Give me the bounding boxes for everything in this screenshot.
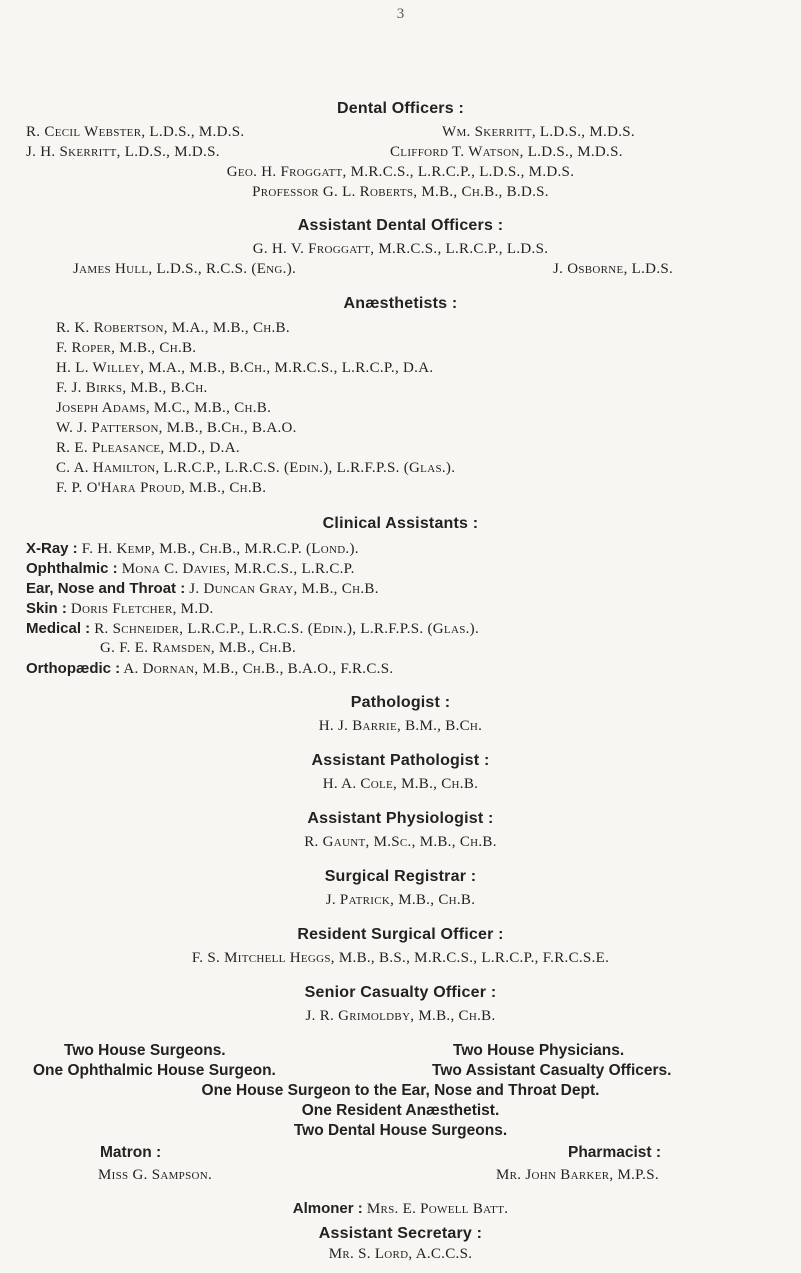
clinical-name: F. H. Kemp, M.B., Ch.B., M.R.C.P. (Lond.).	[81, 541, 359, 557]
assistant-physiologist-heading: Assistant Physiologist :	[307, 810, 494, 827]
dental-officer: R. Cecil Webster, L.D.S., M.D.S.	[26, 124, 245, 140]
pathologist-name: H. J. Barrie, B.M., B.Ch.	[318, 718, 483, 734]
clinical-label: Ophthalmic :	[26, 560, 118, 577]
clinical-name: G. F. E. Ramsden, M.B., Ch.B.	[100, 640, 297, 656]
pathologist-heading: Pathologist :	[350, 694, 451, 711]
assistant-physiologist-name: R. Gaunt, M.Sc., M.B., Ch.B.	[304, 834, 497, 850]
anaesthetist: C. A. Hamilton, L.R.C.P., L.R.C.S. (Edin.), L.R.F.P.S. (Glas.).	[56, 460, 456, 476]
assistant-secretary-heading: Assistant Secretary :	[318, 1225, 483, 1242]
anaesthetist: H. L. Willey, M.A., M.B., B.Ch., M.R.C.S., L.R.C.P., D.A.	[56, 360, 434, 376]
pharmacist-name: Mr. John Barker, M.P.S.	[496, 1167, 659, 1183]
clinical-name: Mona C. Davies, M.R.C.S., L.R.C.P.	[121, 561, 355, 577]
dental-officers-heading: Dental Officers :	[337, 100, 464, 117]
anaesthetist: F. P. O'Hara Proud, M.B., Ch.B.	[56, 480, 267, 496]
resident-surgical-officer-name: F. S. Mitchell Heggs, M.B., B.S., M.R.C.S., L.R.C.P., F.R.C.S.E.	[191, 950, 610, 966]
anaesthetists-heading: Anæsthetists :	[343, 295, 458, 312]
clinical-label: Medical :	[26, 620, 91, 637]
clinical-label: X-Ray :	[26, 540, 78, 557]
dental-officer: Clifford T. Watson, L.D.S., M.D.S.	[390, 144, 623, 160]
anaesthetist: R. K. Robertson, M.A., M.B., Ch.B.	[56, 320, 290, 336]
senior-casualty-officer-name: J. R. Grimoldby, M.B., Ch.B.	[305, 1008, 496, 1024]
almoner-line	[0, 1200, 801, 1218]
house-staff-line: One Resident Anæsthetist.	[301, 1102, 500, 1119]
clinical-name: J. Duncan Gray, M.B., Ch.B.	[189, 581, 379, 597]
clinical-row-medical	[26, 620, 479, 638]
matron-name: Miss G. Sampson.	[98, 1167, 213, 1183]
assistant-secretary-name: Mr. S. Lord, A.C.C.S.	[328, 1246, 473, 1262]
clinical-row-skin	[26, 600, 214, 618]
clinical-name: A. Dornan, M.B., Ch.B., B.A.O., F.R.C.S.	[123, 661, 394, 677]
clinical-row-ent	[26, 580, 379, 598]
anaesthetist: R. E. Pleasance, M.D., D.A.	[56, 440, 240, 456]
anaesthetist: Joseph Adams, M.C., M.B., Ch.B.	[56, 400, 272, 416]
house-staff-line: Two Dental House Surgeons.	[293, 1122, 508, 1139]
resident-surgical-officer-heading: Resident Surgical Officer :	[297, 926, 504, 943]
clinical-row-xray	[26, 540, 359, 558]
surgical-registrar-heading: Surgical Registrar :	[324, 868, 477, 885]
dental-officer: Geo. H. Froggatt, M.R.C.S., L.R.C.P., L.D.S., M.D.S.	[226, 164, 575, 180]
matron-heading: Matron :	[100, 1144, 162, 1161]
assistant-pathologist-name: H. A. Cole, M.B., Ch.B.	[322, 776, 479, 792]
house-staff-line: Two Assistant Casualty Officers.	[432, 1062, 672, 1079]
clinical-assistants-heading: Clinical Assistants :	[322, 515, 479, 532]
anaesthetist: F. J. Birks, M.B., B.Ch.	[56, 380, 208, 396]
clinical-name: R. Schneider, L.R.C.P., L.R.C.S. (Edin.), L.R.F.P.S. (Glas.).	[94, 621, 480, 637]
house-staff-line: Two House Surgeons.	[64, 1042, 226, 1059]
clinical-name: Doris Fletcher, M.D.	[70, 601, 214, 617]
assistant-dental-officer: G. H. V. Froggatt, M.R.C.S., L.R.C.P., L.D.S.	[252, 241, 549, 257]
anaesthetist: F. Roper, M.B., Ch.B.	[56, 340, 197, 356]
surgical-registrar-name: J. Patrick, M.B., Ch.B.	[325, 892, 476, 908]
assistant-pathologist-heading: Assistant Pathologist :	[311, 752, 490, 769]
assistant-dental-officer: James Hull, L.D.S., R.C.S. (Eng.).	[73, 261, 297, 277]
anaesthetist: W. J. Patterson, M.B., B.Ch., B.A.O.	[56, 420, 297, 436]
house-staff-line: One House Surgeon to the Ear, Nose and Throat Dept.	[201, 1082, 600, 1099]
house-staff-line: Two House Physicians.	[453, 1042, 625, 1059]
house-staff-line: One Ophthalmic House Surgeon.	[33, 1062, 276, 1079]
dental-officer: Professor G. L. Roberts, M.B., Ch.B., B.D.S.	[252, 184, 549, 200]
pharmacist-heading: Pharmacist :	[568, 1144, 662, 1161]
clinical-row-ophthalmic	[26, 560, 355, 578]
clinical-row-orthopaedic	[26, 660, 393, 678]
senior-casualty-officer-heading: Senior Casualty Officer :	[304, 984, 497, 1001]
clinical-label: Ear, Nose and Throat :	[26, 580, 186, 597]
almoner-label: Almoner :	[292, 1200, 363, 1217]
assistant-dental-officer: J. Osborne, L.D.S.	[553, 261, 674, 277]
dental-officer: J. H. Skerritt, L.D.S., M.D.S.	[26, 144, 220, 160]
clinical-label: Orthopædic :	[26, 660, 121, 677]
clinical-label: Skin :	[26, 600, 67, 617]
dental-officer: Wm. Skerritt, L.D.S., M.D.S.	[442, 124, 635, 140]
page-number: 3	[396, 6, 405, 22]
almoner-name: Mrs. E. Powell Batt.	[366, 1201, 509, 1217]
assistant-dental-officers-heading: Assistant Dental Officers :	[297, 217, 504, 234]
